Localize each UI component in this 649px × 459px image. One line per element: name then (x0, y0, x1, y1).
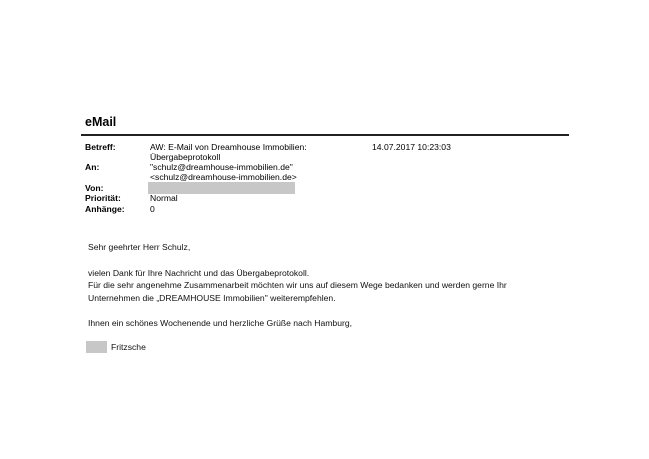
signature-name: Fritzsche (111, 342, 146, 352)
priority-value: Normal (150, 193, 178, 203)
to-label: An: (85, 162, 100, 172)
subject-value-line2: Übergabeprotokoll (150, 152, 221, 162)
attachments-value: 0 (150, 204, 155, 214)
email-heading: eMail (85, 115, 117, 129)
header-divider (81, 134, 569, 136)
subject-value-line1: AW: E-Mail von Dreamhouse Immobilien: (150, 142, 307, 152)
signature-redaction (86, 341, 107, 353)
body-closing: Ihnen ein schönes Wochenende und herzliche Grüße nach Hamburg, (88, 318, 353, 328)
to-value-line1: "schulz@dreamhouse-immobilien.de" (150, 162, 293, 172)
to-value-line2: <schulz@dreamhouse-immobilien.de> (150, 172, 297, 182)
body-para1-line1: vielen Dank für Ihre Nachricht und das Übergabeprotokoll. (88, 268, 310, 278)
sent-date: 14.07.2017 10:23:03 (372, 142, 451, 152)
attachments-label: Anhänge: (85, 204, 125, 214)
priority-label: Priorität: (85, 193, 121, 203)
body-para1-line3: Unternehmen die „DREAMHOUSE Immobilien" weiterempfehlen. (88, 293, 336, 303)
body-para1-line2: Für die sehr angenehme Zusammenarbeit möchten wir uns auf diesem Wege bedanken und werden gerne Ihr (88, 280, 507, 290)
from-label: Von: (85, 183, 104, 193)
body-greeting: Sehr geehrter Herr Schulz, (88, 242, 191, 252)
subject-label: Betreff: (85, 142, 116, 152)
